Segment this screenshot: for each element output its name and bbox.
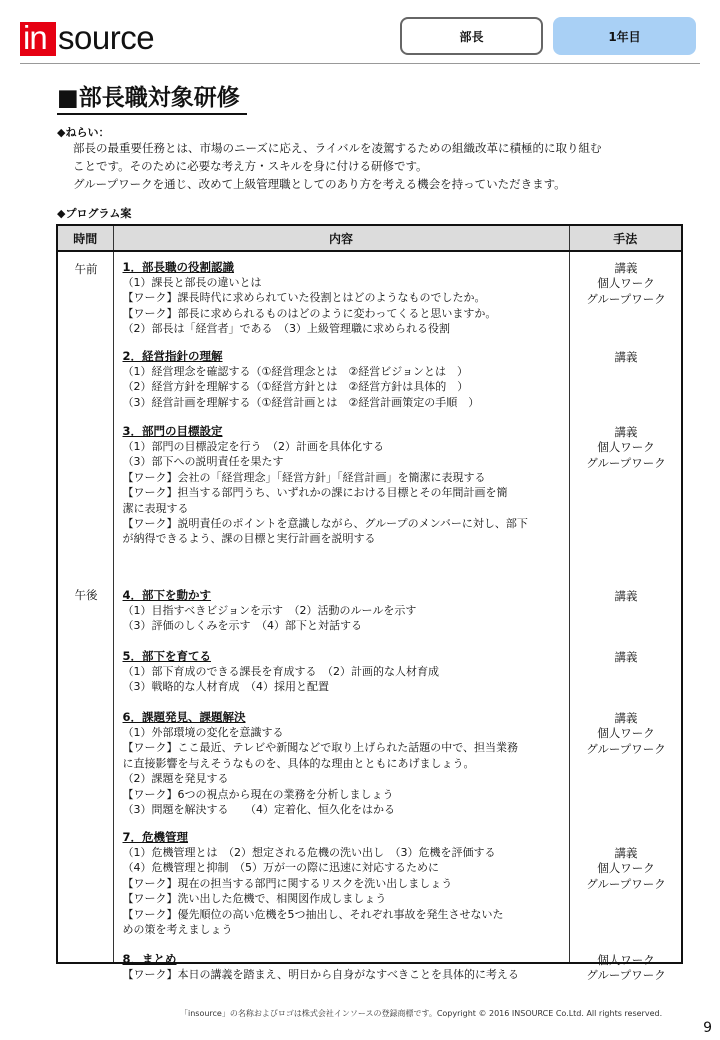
table-body-row [57, 251, 682, 963]
header-divider [20, 63, 700, 64]
program-item-title: 4．部下を動かす [122, 588, 212, 602]
program-item-line: 【ワーク】担当する部門うち、いずれかの課における目標とその年間計画を簡 [122, 486, 508, 500]
program-item-title: 1．部長職の役割認識 [122, 260, 235, 274]
program-item-title: 5．部下を育てる [122, 649, 212, 663]
method-label: 講義 [614, 261, 638, 275]
program-item-line: 【ワーク】説明責任のポイントを意識しながら、グループのメンバーに対し、部下 [122, 517, 528, 531]
method-label: 講義 [614, 711, 638, 725]
table-header-row [57, 225, 682, 251]
program-item [123, 588, 417, 634]
program-item-methods [570, 350, 683, 365]
program-item-title: 3．部門の目標設定 [122, 424, 223, 438]
aim-text [73, 139, 693, 193]
program-item-line: （3）評価のしくみを示す （4）部下と対話する [122, 619, 362, 633]
aim-label: ◆ねらい： [57, 126, 110, 139]
title-underline [57, 113, 247, 115]
method-label: グループワーク [586, 876, 666, 891]
program-item-line: （3）経営計画を理解する（①経営計画とは ②経営計画策定の手順 ） [122, 395, 480, 409]
method-label: 個人ワーク [597, 953, 655, 967]
program-item-line: （1）外部環境の変化を意識する [122, 726, 284, 739]
program-item-methods [570, 953, 683, 984]
program-item-line: 【ワーク】現在の担当する部門に関するリスクを洗い出しましょう [122, 876, 453, 890]
method-label: 講義 [614, 846, 638, 860]
program-item-line: （1）部下育成のできる課長を育成する （2）計画的な人材育成 [122, 665, 439, 678]
program-item-line: に直接影響を与えそうなものを、具体的な理由とともにあげましょう。 [122, 756, 475, 770]
method-label: 個人ワーク [597, 276, 655, 291]
program-item [123, 424, 528, 547]
program-item [123, 260, 497, 337]
method-label: 個人ワーク [597, 440, 655, 455]
program-item [123, 349, 480, 410]
method-label: グループワーク [586, 291, 666, 306]
program-item-line: 【ワーク】部長に求められるものはどのように変わってくると思いますか。 [122, 306, 497, 320]
program-item-line: （1）部門の目標設定を行う （2）計画を具体化する [122, 440, 384, 453]
method-label: 講義 [614, 425, 638, 439]
program-item-line: 【ワーク】ここ最近、テレビや新聞などで取り上げられた話題の中で、担当業務 [122, 741, 519, 755]
program-item [123, 830, 504, 937]
program-item-title: 8．まとめ [122, 952, 177, 966]
program-item-line: 【ワーク】洗い出した危機で、相関図作成しましょう [122, 892, 387, 906]
year-tab[interactable]: 1年目 [553, 17, 696, 55]
program-item [123, 952, 519, 982]
header-content: 内容 [113, 225, 569, 251]
aim-line: グループワークを通じ、改めて上級管理職としてのあり方を考える機会を持っていただきます。 [73, 177, 566, 191]
aim-line: 部長の最重要任務とは、市場のニーズに応え、ライバルを凌駕するための組織改革に積極的に取り組む [73, 141, 602, 155]
content-column [113, 251, 569, 981]
program-table [56, 224, 683, 983]
program-item-line: 潔に表現する [122, 501, 189, 515]
program-item-line: （2）課題を発見する [122, 772, 229, 786]
method-column [569, 251, 682, 983]
program-item [123, 649, 440, 695]
time-column [57, 251, 113, 963]
method-label: 個人ワーク [597, 861, 655, 876]
time-morning: 午前 [74, 262, 98, 276]
program-item-line: 【ワーク】課長時代に求められていた役割とはどのようなものでしたか。 [122, 291, 486, 305]
program-item-title: 7．危機管理 [122, 830, 189, 844]
program-item-methods [570, 846, 683, 892]
copyright-footer: 「insource」の名称およびロゴは株式会社インソースの登録商標です。Copyright © 2016 INSOURCE Co.Ltd. All rights reserved. [180, 1009, 663, 1018]
program-label: ◆プログラム案 [57, 207, 132, 220]
program-item-methods [570, 425, 683, 471]
program-item-methods [570, 261, 683, 307]
program-item-line: （3）戦略的な人材育成 （4）採用と配置 [122, 680, 329, 694]
program-item-line: 【ワーク】優先順位の高い危機を5つ抽出し、それぞれ事故を発生させないた [122, 907, 504, 921]
program-item-methods [570, 711, 683, 757]
program-item-title: 6．課題発見、課題解決 [122, 710, 246, 724]
page-number: 9 [703, 1020, 712, 1036]
program-item-line: （2）部長は「経営者」である （3）上級管理職に求められる役割 [122, 322, 450, 336]
page-title: ■部長職対象研修 [57, 85, 240, 111]
method-label: 講義 [614, 650, 638, 664]
method-label: 個人ワーク [597, 726, 655, 741]
program-item-line: 【ワーク】6つの視点から現在の業務を分析しましょう [122, 787, 394, 801]
role-tab[interactable]: 部長 [400, 17, 543, 55]
program-item-methods [570, 589, 683, 604]
method-label: グループワーク [586, 455, 666, 470]
logo-in-text: in [23, 19, 47, 56]
method-label: 講義 [614, 350, 638, 364]
program-item-line: （1）課長と部長の違いとは [122, 276, 262, 289]
method-label: グループワーク [586, 741, 666, 756]
program-item-line: （4）危機管理と抑制 （5）万が一の際に迅速に対応するために [122, 861, 439, 875]
program-item-line: （2）経営方針を理解する（①経営方針とは ②経営方針は具体的 ） [122, 380, 469, 394]
method-label: グループワーク [586, 968, 666, 983]
program-item-line: （3）部下への説明責任を果たす [122, 455, 284, 469]
program-item-line: 【ワーク】本日の講義を踏まえ、明日から自身がなすべきことを具体的に考える [122, 968, 519, 981]
header-method: 手法 [569, 225, 682, 251]
program-item [123, 710, 519, 817]
program-item-line: （1）目指すべきビジョンを示す （2）活動のルールを示す [122, 604, 417, 617]
program-item-methods [570, 650, 683, 665]
header-time: 時間 [57, 225, 113, 251]
program-item-title: 2．経営指針の理解 [122, 349, 223, 363]
aim-line: ことです。そのために必要な考え方・スキルを身に付ける研修です。 [73, 159, 428, 173]
method-label: 講義 [614, 589, 638, 603]
program-item-line: （1）経営理念を確認する（①経営理念とは ②経営ビジョンとは ） [122, 365, 468, 378]
program-item-line: 【ワーク】会社の「経営理念」「経営方針」「経営計画」を簡潔に表現する [122, 470, 486, 484]
logo-source-text: source [58, 19, 155, 56]
program-item-line: （1）危機管理とは （2）想定される危機の洗い出し （3）危機を評価する [122, 846, 496, 859]
program-item-line: が納得できるよう、課の目標と実行計画を説明する [122, 532, 376, 546]
time-afternoon: 午後 [74, 588, 98, 602]
program-item-line: めの策を考えましょう [122, 923, 233, 937]
insource-logo [20, 18, 160, 58]
program-item-line: （3）問題を解決する （4）定着化、恒久化をはかる [122, 803, 395, 817]
